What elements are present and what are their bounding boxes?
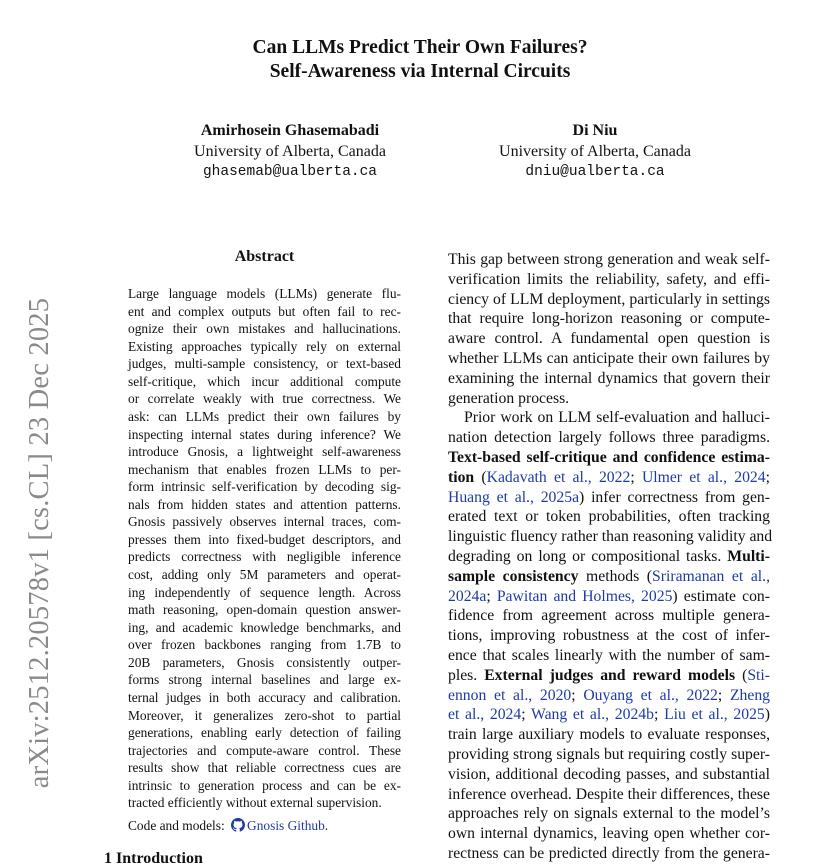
body-line <box>448 250 770 270</box>
text-run: inference overhead. Despite their differences, these <box>448 785 770 803</box>
text-run: ; <box>630 468 642 486</box>
citation-link[interactable]: Ouyang et al., 2022 <box>583 686 718 704</box>
abstract-line: Moreover, it generalizes zero-shot to partial <box>128 707 401 723</box>
text-run: own internal dynamics, leaving open whether cor- <box>448 825 770 843</box>
author-name: Amirhosein Ghasemabadi <box>200 122 380 139</box>
text-run: verification limits the reliability, safety, and effi- <box>448 270 770 288</box>
abstract-line: math reasoning, open-domain question answer- <box>128 602 401 618</box>
body-line <box>448 725 770 745</box>
text-run: erated text or token probabilities, often tracking <box>448 508 770 526</box>
text-run: tions, improving robustness at the cost of infer- <box>448 627 770 645</box>
section-heading-introduction: 1 Introduction <box>104 850 203 867</box>
citation-link[interactable]: Liu et al., 2025 <box>664 706 765 724</box>
abstract-line: Existing approaches typically rely on external <box>128 338 401 354</box>
paper-title <box>0 36 840 84</box>
text-run: ) estimate con- <box>672 587 770 605</box>
body-line <box>448 290 770 310</box>
text-run: ; <box>521 706 532 724</box>
body-line <box>448 844 770 864</box>
bold-term: Text-based self-critique and confidence estima- <box>448 448 770 466</box>
abstract-line: generations, enabling early detection of failing <box>128 725 401 741</box>
text-run: vision, additional decoding passes, and substantial <box>448 765 770 783</box>
text-run: approaches rely on signals external to the model’s <box>448 805 770 823</box>
body-line <box>448 408 770 428</box>
abstract-line: Large language models (LLMs) generate flu- <box>128 286 401 301</box>
abstract-line: form intrinsic self-verification by decoding sig- <box>128 479 401 495</box>
text-run: ; <box>654 706 665 724</box>
body-line <box>448 686 770 706</box>
body-line <box>448 488 770 508</box>
text-run: generation process. <box>448 389 570 407</box>
text-run: degrading on long or compositional tasks. <box>448 547 728 565</box>
bold-term: Multi- <box>727 547 770 565</box>
text-run: ; <box>765 468 770 486</box>
abstract-line: ent and complex outputs but often fail to rec- <box>128 303 401 319</box>
abstract-line: or correlate weakly with true correctness. We <box>128 391 401 407</box>
abstract-line: ing, and academic knowledge benchmarks, and <box>128 619 401 635</box>
text-run: that require long-horizon reasoning or compute- <box>448 310 770 328</box>
code-suffix: . <box>324 818 329 833</box>
abstract-line: 20B parameters, Gnosis consistently outper- <box>128 654 401 670</box>
bold-term: External judges and reward models <box>484 666 736 684</box>
text-run: examining the internal dynamics that govern their <box>448 369 770 387</box>
body-line <box>448 448 770 468</box>
title-line-2: Self-Awareness via Internal Circuits <box>269 61 571 82</box>
citation-link[interactable]: Sriramanan et al., <box>652 567 770 585</box>
citation-link[interactable]: Zheng <box>729 686 771 704</box>
citation-link[interactable]: et al., 2024 <box>448 706 522 724</box>
author-email[interactable]: dniu@ualberta.ca <box>525 164 665 180</box>
body-line <box>448 765 770 785</box>
text-run: ) <box>764 706 771 724</box>
abstract-line: trajectories and compute-aware control. These <box>128 742 401 758</box>
author-affiliation: University of Alberta, Canada <box>194 143 386 160</box>
body-line <box>448 587 770 607</box>
title-line-1: Can LLMs Predict Their Own Failures? <box>252 37 588 58</box>
text-run: linguistic fluency rather than reasoning validity and <box>448 528 773 546</box>
abstract-line: presses them into fixed-budget descriptors, and <box>128 531 401 547</box>
body-line <box>448 785 770 805</box>
body-line <box>448 646 770 666</box>
text-run: This gap between strong generation and weak self- <box>448 251 770 268</box>
body-line <box>448 527 773 547</box>
body-line <box>448 468 770 488</box>
text-run: providing strong signals but requiring costly super- <box>448 745 770 763</box>
citation-link[interactable]: ennon et al., 2020 <box>448 686 572 704</box>
citation-link[interactable]: Kadavath et al., 2022 <box>486 468 631 486</box>
text-run: aware control. A fundamental open question is <box>448 330 770 348</box>
body-line <box>448 824 770 844</box>
text-run: methods ( <box>578 567 653 585</box>
abstract-text <box>128 285 401 812</box>
text-run: Prior work on LLM self-evaluation and halluci- <box>464 409 770 427</box>
text-run: ence that scales linearly with the number of sam- <box>448 646 770 664</box>
abstract-line: ternal judges in both accuracy and calibration. <box>128 689 401 705</box>
text-run: ( <box>474 468 487 486</box>
arxiv-identifier-stamp: arXiv:2512.20578v1 [cs.CL] 23 Dec 2025 <box>24 297 55 789</box>
abstract-heading: Abstract <box>234 248 295 265</box>
citation-link[interactable]: Ulmer et al., 2024 <box>641 468 766 486</box>
abstract-line: mechanism that enables frozen LLMs to per- <box>128 461 401 477</box>
text-run: whether LLMs can anticipate their own failures by <box>448 349 770 367</box>
body-line <box>448 666 770 686</box>
abstract-line: self-critique, which incur additional compute <box>128 373 401 389</box>
text-run: ) infer correctness from gen- <box>579 488 770 506</box>
author-email[interactable]: ghasemab@ualberta.ca <box>202 164 378 180</box>
body-line <box>448 507 770 527</box>
abstract-line: inspecting internal states during inference? We <box>128 426 401 442</box>
abstract-line: ask: can LLMs predict their own failures by <box>128 408 401 424</box>
abstract-line: introduce Gnosis, a lightweight self-awareness <box>128 444 401 460</box>
abstract-line: cost, adding only 5M parameters and operat- <box>128 567 401 582</box>
abstract-line: Gnosis passively observes internal traces, com- <box>128 514 401 530</box>
abstract-line: tracted efficiently without external supervision. <box>128 795 382 811</box>
body-line <box>448 428 770 448</box>
text-run: ples. <box>448 666 485 684</box>
abstract-line: intrinsic to generation process and can be ex- <box>128 777 401 793</box>
body-line <box>448 309 770 329</box>
introduction-body-text <box>448 250 773 864</box>
body-line <box>448 369 770 389</box>
body-line <box>448 389 770 409</box>
body-line <box>448 329 770 349</box>
abstract-line: predicts correctness with negligible inference <box>128 549 401 565</box>
code-prefix: Code and models: <box>128 818 229 833</box>
abstract-line: ing independently of sequence length. Across <box>128 584 401 600</box>
text-run: ( <box>735 666 748 684</box>
author-affiliation: University of Alberta, Canada <box>499 143 691 160</box>
citation-link[interactable]: Pawitan and Holmes, 2025 <box>496 587 673 605</box>
body-line <box>448 745 770 765</box>
text-run: ciency of LLM deployment, particularly in settings <box>448 290 770 308</box>
abstract-line: nals from hidden states and attention patterns. <box>128 496 401 512</box>
bold-term: sample consistency <box>448 567 579 585</box>
code-availability-line <box>128 818 328 834</box>
abstract-line: judges, multi-sample consistency, or text-based <box>128 356 401 372</box>
body-line <box>448 705 770 725</box>
abstract-line: forms strong internal baselines and large ex- <box>128 672 401 688</box>
author-name: Di Niu <box>572 122 618 139</box>
body-line <box>448 567 770 587</box>
text-run: nation detection largely follows three paradigms. <box>448 429 770 447</box>
text-run: fidence from agreement across multiple genera- <box>448 607 770 625</box>
text-run: ; <box>486 587 497 605</box>
body-line <box>448 349 770 369</box>
author-block-2 <box>470 120 720 183</box>
body-line <box>448 606 770 626</box>
author-block-1 <box>170 120 410 183</box>
citation-link[interactable]: Wang et al., 2024b <box>531 706 654 724</box>
text-run: train large auxiliary models to evaluate responses, <box>448 726 770 744</box>
body-line <box>448 804 770 824</box>
gnosis-github-link[interactable]: Gnosis Github <box>247 818 325 833</box>
body-line <box>448 626 770 646</box>
body-line <box>448 547 770 567</box>
body-line <box>448 270 770 290</box>
bold-term: tion <box>448 468 475 486</box>
abstract-line: ognize their own mistakes and hallucinations. <box>128 321 401 337</box>
abstract-line: results show that reliable correctness cues are <box>128 760 401 776</box>
citation-link[interactable]: Huang et al., 2025a <box>448 488 580 506</box>
text-run: rectness can be predicted directly from the genera- <box>448 844 770 862</box>
github-icon <box>231 818 245 832</box>
text-run: ; <box>717 686 730 704</box>
abstract-line: over frozen backbones ranging from 1.7B to <box>128 637 401 653</box>
citation-link[interactable]: 2024a <box>448 587 487 605</box>
text-run: ; <box>571 686 584 704</box>
citation-link[interactable]: Sti- <box>747 666 770 684</box>
